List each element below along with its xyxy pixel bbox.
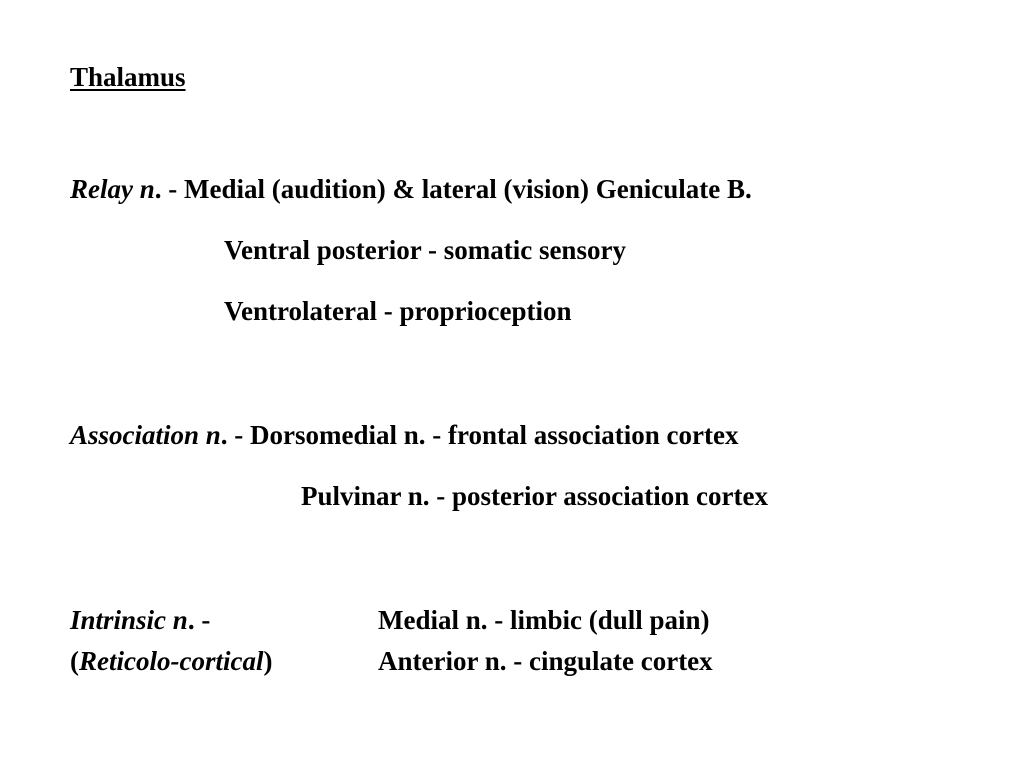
relay-item-ventrolateral: Ventrolateral - proprioception [224, 296, 572, 326]
relay-label: Relay n [70, 174, 155, 204]
relay-separator: . - [154, 174, 184, 204]
intrinsic-item-medial: Medial n. - limbic (dull pain) [378, 605, 710, 635]
intrinsic-separator: . - [187, 605, 211, 635]
relay-heading-line [70, 176, 752, 203]
intrinsic-alt-label-line [70, 648, 272, 675]
association-separator: . - [220, 420, 251, 450]
relay-item-geniculate: Medial (audition) & lateral (vision) Geniculate B. [184, 174, 752, 204]
relay-item-ventral-posterior: Ventral posterior - somatic sensory [224, 235, 626, 265]
intrinsic-paren-close: ) [263, 646, 273, 676]
association-label: Association n [70, 420, 221, 450]
intrinsic-item-anterior: Anterior n. - cingulate cortex [378, 646, 713, 676]
association-heading-line [70, 422, 739, 449]
intrinsic-alt-label: Reticolo-cortical [79, 646, 264, 676]
intrinsic-label: Intrinsic n [70, 605, 188, 635]
intrinsic-label-line [70, 607, 210, 634]
intrinsic-paren-open: ( [70, 646, 79, 676]
slide-title: Thalamus [70, 62, 186, 92]
association-item-dorsomedial: Dorsomedial n. - frontal association cortex [250, 420, 739, 450]
association-item-pulvinar: Pulvinar n. - posterior association cortex [301, 481, 768, 511]
